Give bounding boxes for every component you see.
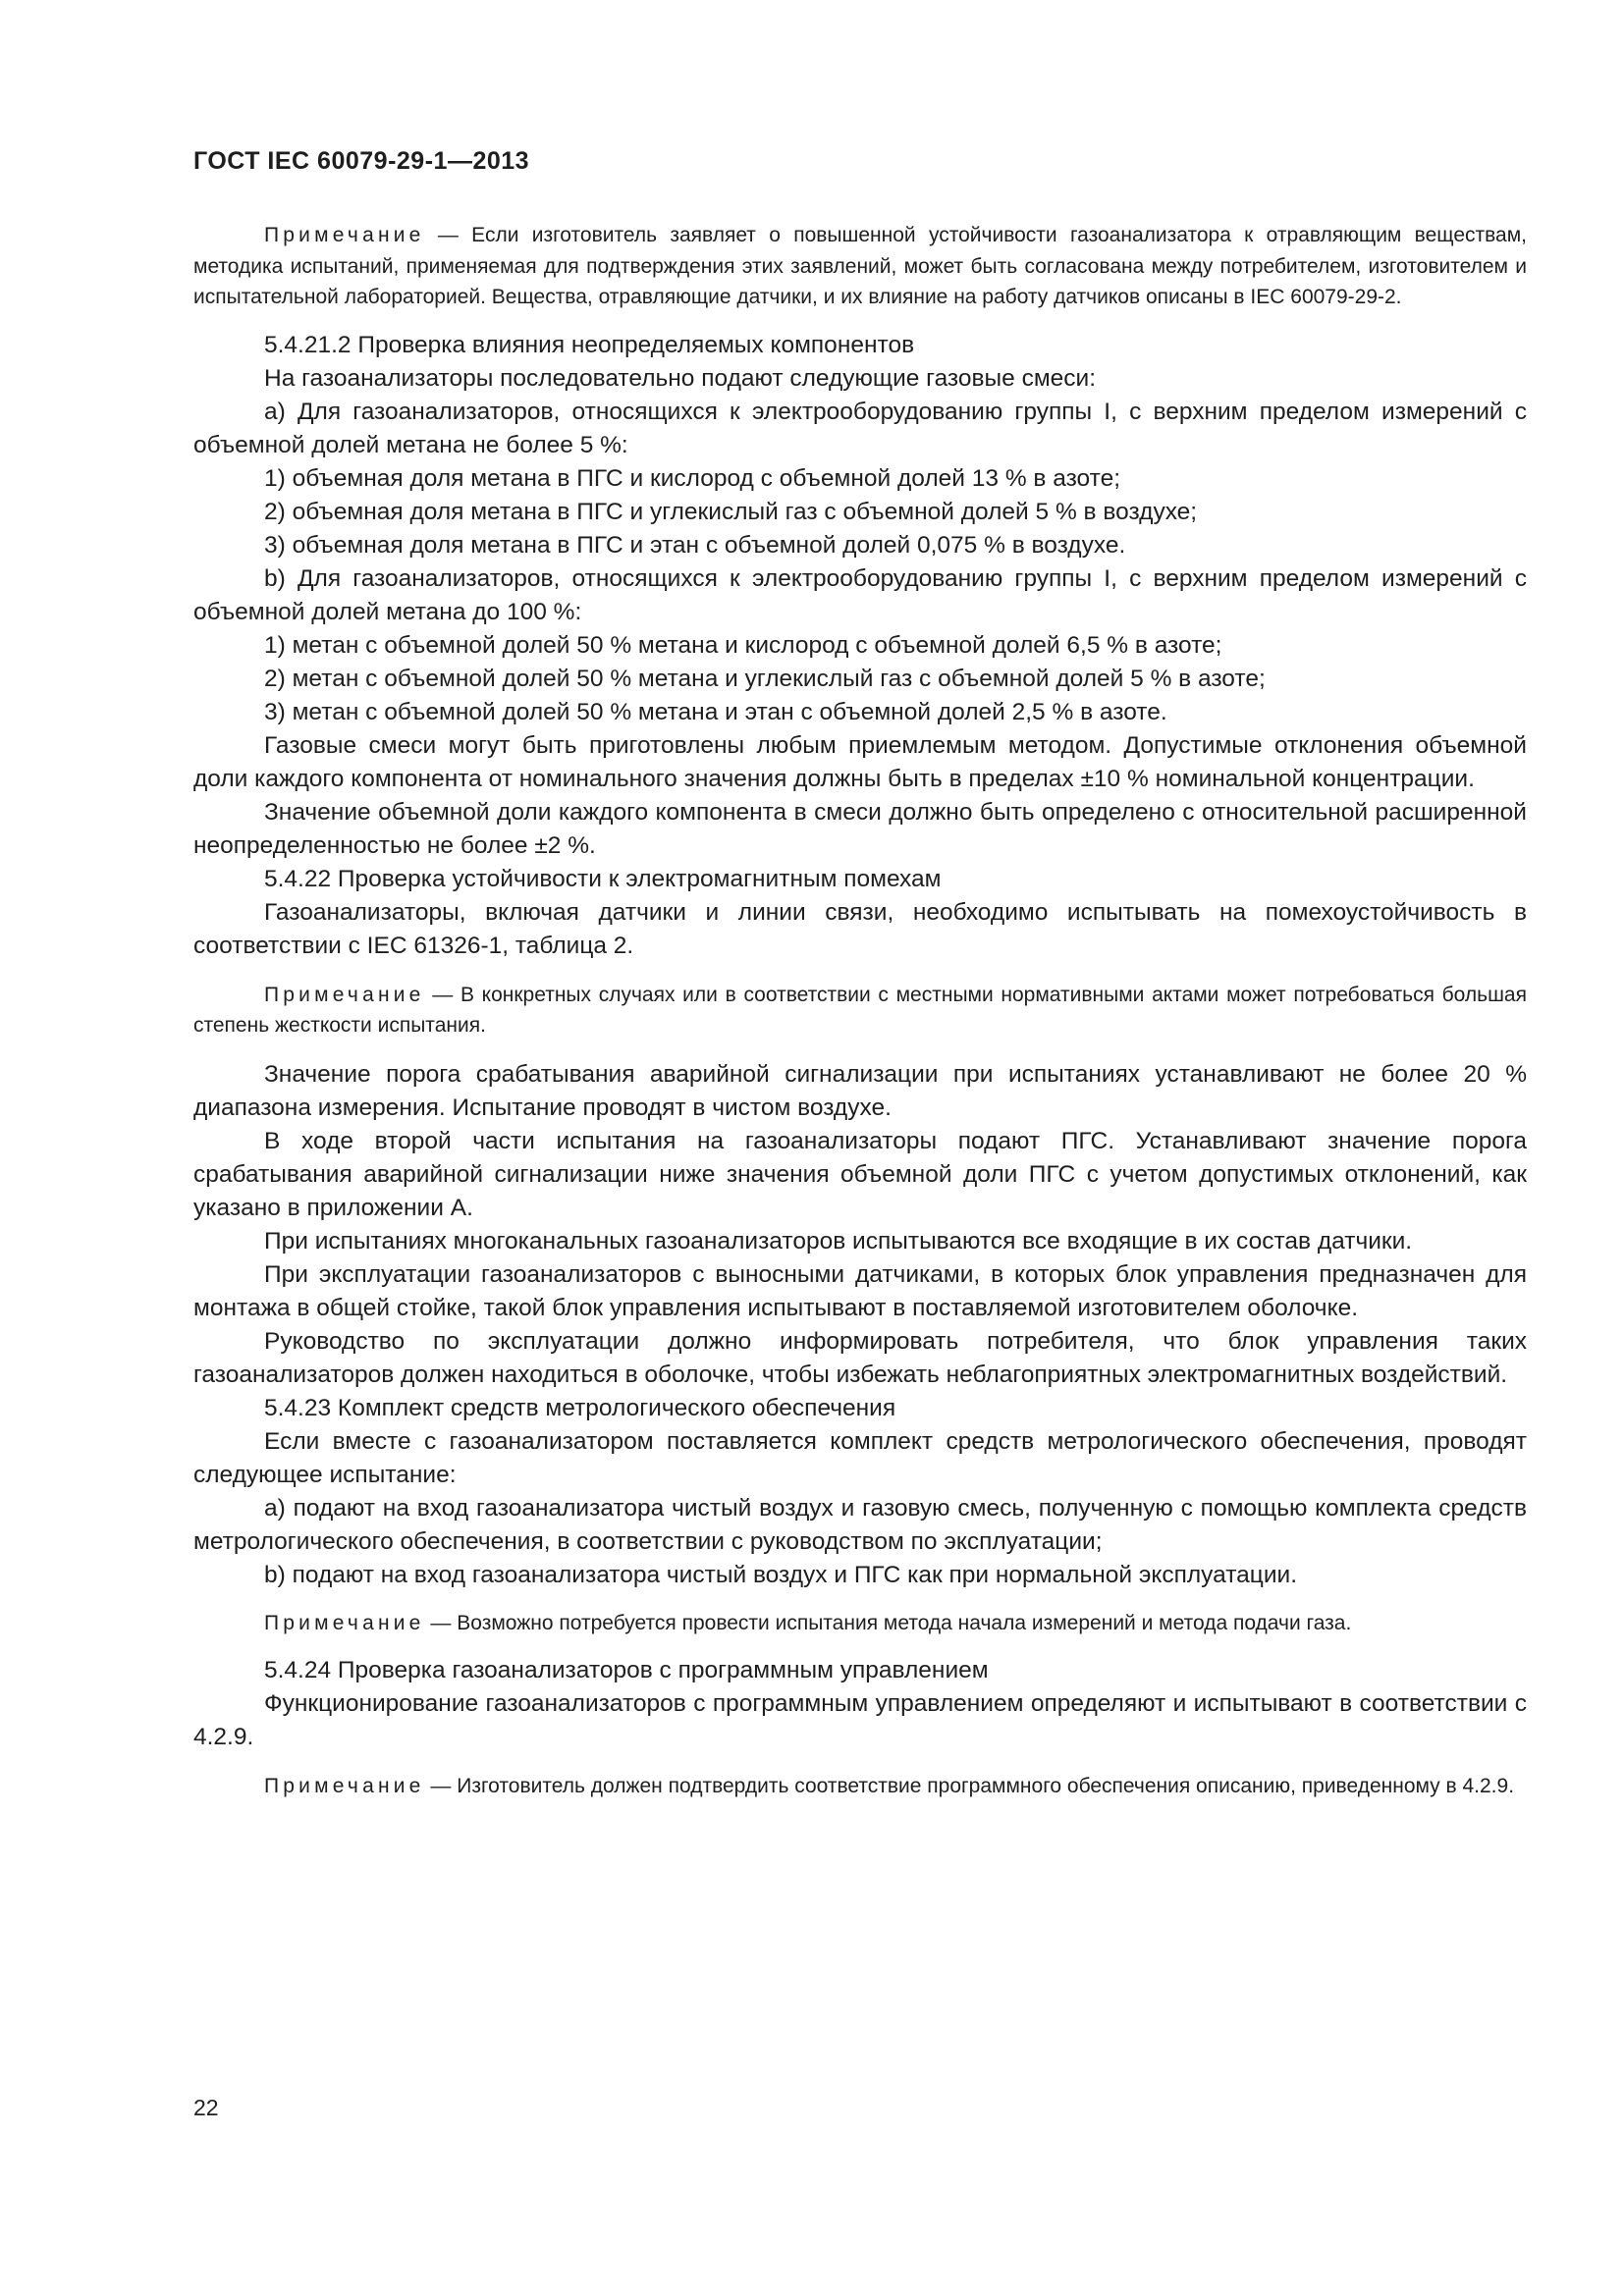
note-label: Примечание: [264, 224, 425, 246]
note-methods: [193, 1608, 1527, 1639]
paragraph: На газоанализаторы последовательно подают следующие газовые смеси:: [264, 364, 1097, 392]
list-item-a: а) подают на вход газоанализатора чистый воздух и газовую смесь, полученную с помощью комплекта средств метрологического обеспечения, в соответствии с руководством по эксплуатации;: [193, 1494, 1527, 1555]
list-subitem: 1) объемная доля метана в ПГС и кислород с объемной долей 13 % в азоте;: [264, 464, 1121, 492]
paragraph: Газовые смеси могут быть приготовлены любым приемлемым методом. Допустимые отклонения объемной доли каждого компонента от номинального значения должны быть в пределах ±10 % номинальной концентрации.: [193, 731, 1527, 792]
note-text: — В конкретных случаях или в соответствии с местными нормативными актами может потребоваться большая степень жесткости испытания.: [193, 983, 1527, 1037]
document-content: [193, 220, 1527, 1802]
section-heading-5-4-21-2: 5.4.21.2 Проверка влияния неопределяемых компонентов: [264, 331, 915, 358]
paragraph: Газоанализаторы, включая датчики и линии связи, необходимо испытывать на помехоустойчивость в соответствии с IEC 61326-1, таблица 2.: [193, 898, 1527, 959]
list-item-a: а) Для газоанализаторов, относящихся к электрооборудованию группы I, с верхним пределом измерений с объемной долей метана не более 5 %:: [193, 398, 1527, 458]
paragraph: В ходе второй части испытания на газоанализаторы подают ПГС. Устанавливают значение порога срабатывания аварийной сигнализации ниже значения объемной доли ПГС с учетом допустимых отклонений, как указано в приложении А.: [193, 1127, 1527, 1221]
note-text: — Возможно потребуется провести испытания метода начала измерений и метода подачи газа.: [430, 1611, 1352, 1634]
paragraph: Руководство по эксплуатации должно информировать потребителя, что блок управления таких газоанализаторов должен находиться в оболочке, чтобы избежать неблагоприятных электромагнитных воздействий.: [193, 1327, 1527, 1388]
section-heading-5-4-23: 5.4.23 Комплект средств метрологического обеспечения: [264, 1394, 896, 1421]
section-heading-5-4-22: 5.4.22 Проверка устойчивости к электромагнитным помехам: [264, 865, 942, 892]
note-text: — Если изготовитель заявляет о повышенной устойчивости газоанализатора к отравляющим веществам, методика испытаний, применяемая для подтверждения этих заявлений, может быть согласована между потребителем, изготовителем и испытательной лабораторией. Вещества, отравляющие датчики, и их влияние на работу датчиков описаны в IEC 60079-29-2.: [193, 224, 1527, 308]
paragraph: Значение порога срабатывания аварийной сигнализации при испытаниях устанавливают не более 20 % диапазона измерения. Испытание проводят в чистом воздухе.: [193, 1060, 1527, 1121]
list-item-b: b) подают на вход газоанализатора чистый воздух и ПГС как при нормальной эксплуатации.: [264, 1561, 1298, 1588]
paragraph: При испытаниях многоканальных газоанализаторов испытываются все входящие в их состав датчики.: [264, 1227, 1413, 1255]
list-subitem: 1) метан с объемной долей 50 % метана и кислород с объемной долей 6,5 % в азоте;: [264, 631, 1222, 659]
list-subitem: 3) метан с объемной долей 50 % метана и этан с объемной долей 2,5 % в азоте.: [264, 698, 1167, 725]
paragraph: Значение объемной доли каждого компонента в смеси должно быть определено с относительной расширенной неопределенностью не более ±2 %.: [193, 798, 1527, 859]
note-poisoning: [193, 220, 1527, 313]
note-text: — Изготовитель должен подтвердить соответствие программного обеспечения описанию, приведенному в 4.2.9.: [430, 1775, 1515, 1797]
document-header: ГОСТ IEC 60079-29-1—2013: [193, 147, 530, 175]
list-subitem: 2) метан с объемной долей 50 % метана и углекислый газ с объемной долей 5 % в азоте;: [264, 665, 1266, 692]
page-number: 22: [193, 2095, 219, 2120]
paragraph: Если вместе с газоанализатором поставляется комплект средств метрологического обеспечения, проводят следующее испытание:: [193, 1427, 1527, 1488]
note-software: [193, 1771, 1527, 1802]
note-severity: [193, 980, 1527, 1041]
note-label: Примечание: [264, 1611, 425, 1634]
paragraph: При эксплуатации газоанализаторов с выносными датчиками, в которых блок управления предназначен для монтажа в общей стойке, такой блок управления испытывают в поставляемой изготовителем оболочке.: [193, 1260, 1527, 1321]
list-subitem: 3) объемная доля метана в ПГС и этан с объемной долей 0,075 % в воздухе.: [264, 531, 1126, 559]
list-item-b: b) Для газоанализаторов, относящихся к электрооборудованию группы I, с верхним пределом измерений с объемной долей метана до 100 %:: [193, 564, 1527, 625]
paragraph: Функционирование газоанализаторов с программным управлением определяют и испытывают в соответствии с 4.2.9.: [193, 1690, 1527, 1750]
note-label: Примечание: [264, 1775, 425, 1797]
section-heading-5-4-24: 5.4.24 Проверка газоанализаторов с программным управлением: [264, 1657, 989, 1683]
note-label: Примечание: [264, 983, 425, 1006]
list-subitem: 2) объемная доля метана в ПГС и углекислый газ с объемной долей 5 % в воздухе;: [264, 498, 1198, 525]
